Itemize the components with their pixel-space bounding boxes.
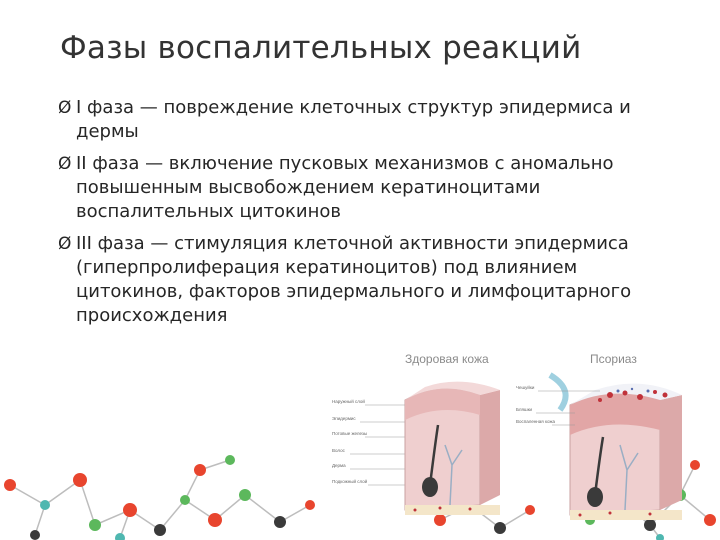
bullet-text: I фаза — повреждение клеточных структур эпидермиса и дермы xyxy=(76,97,631,142)
bullet-phase-2 xyxy=(58,152,678,224)
arrow-bullet-icon: Ø xyxy=(58,98,72,118)
annotation-label: Волос xyxy=(332,448,345,453)
skin-comparison-illustration xyxy=(320,345,720,540)
slide-title: Фазы воспалительных реакций xyxy=(60,30,582,66)
healthy-skin-block xyxy=(405,382,500,515)
annotation-label: Бляшки xyxy=(516,407,533,412)
annotation-label: Потовые железы xyxy=(332,431,368,436)
healthy-skin-label: Здоровая кожа xyxy=(405,352,489,366)
annotation-label: Эпидермис xyxy=(332,416,356,421)
bullet-phase-3 xyxy=(58,232,678,328)
psoriasis-label: Псориаз xyxy=(590,352,637,366)
arrow-bullet-icon: Ø xyxy=(58,234,72,254)
bullet-text: III фаза — стимуляция клеточной активности эпидермиса (гиперпролиферация кератиноцитов) под влиянием цитокинов, факторов эпидермального и лимфоцитарного происхождения xyxy=(76,233,632,326)
left-annotations xyxy=(332,398,405,485)
bullet-list xyxy=(58,96,678,336)
annotation-label: Дерма xyxy=(332,463,346,468)
bullet-text: II фаза — включение пусковых механизмов с аномально повышенным высвобождением кератиноцитами воспалительных цитокинов xyxy=(76,153,614,222)
psoriasis-skin-block xyxy=(570,384,682,520)
annotation-label: Чешуйки xyxy=(516,385,535,390)
arrow-bullet-icon: Ø xyxy=(58,154,72,174)
bullet-phase-1 xyxy=(58,96,678,144)
annotation-label: Воспаленная кожа xyxy=(516,419,555,424)
annotation-label: Наружный слой xyxy=(332,399,365,404)
annotation-label: Подкожный слой xyxy=(332,479,368,484)
transition-arrow-icon xyxy=(550,375,566,410)
